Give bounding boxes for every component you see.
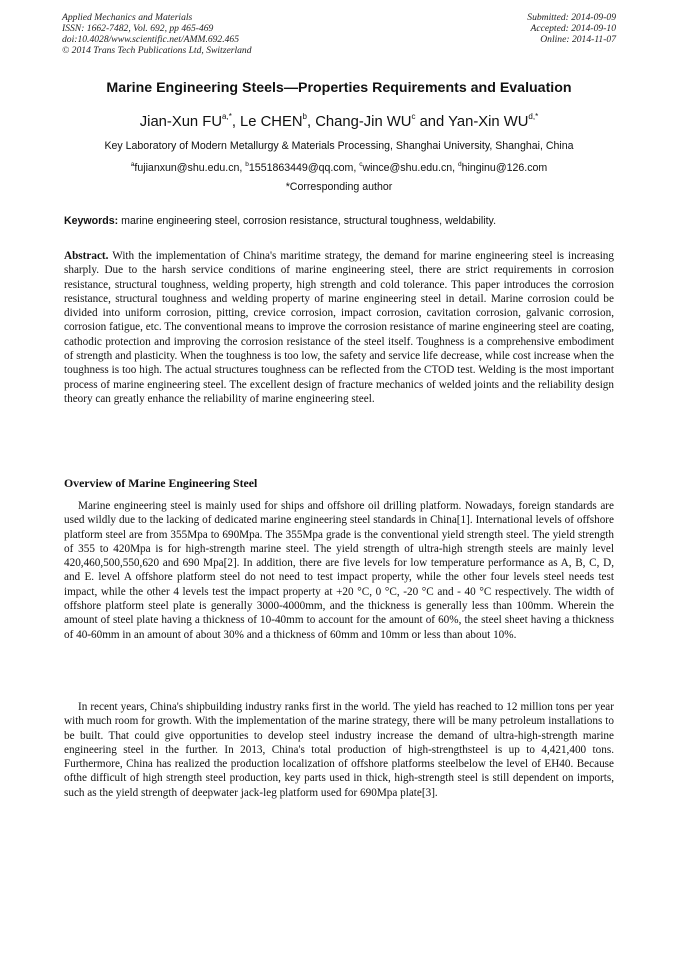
- copyright-line: © 2014 Trans Tech Publications Ltd, Switzerland: [62, 45, 252, 56]
- abstract: [64, 249, 614, 406]
- author: Chang-Jin $WU^c$ and: [315, 112, 449, 130]
- email[interactable]: $^b$1551863449@qq.com: [245, 161, 354, 174]
- body-paragraph-1: Marine engineering steel is mainly used for ships and offshore oil drilling platform. Nowadays, foreign standards are used wildly due to the lacking of dedicated marine engineering steel standards in China[1]. International levels of offshore platform steel are from 355Mpa to 690Mpa. The 355Mpa grade is the conventional yield strength steel. The yield strength of 355 to 420Mpa is for high-strength marine steel. The yield strength of ultra-high strength steels are mainly level 420,460,500,550,620 and 690 Mpa[2]. In addition, there are five levels for low temperature performance as A, B, C, D, and E. level A offshore platform steel do not need to test impact property, while the other four levels steel needs test impact, while the other 4 levels test the impact property at +20 °C, 0 °C, -20 °C and - 40 °C respectively. The width of offshore platform steel plate is generally 3000-4000mm, and the thickness is generally less than 100mm. Wherein the amount of steel plate having a thickness of 10-40mm to account for the amount of 60%, the steel sheet having a thickness of 40-60mm in an amount of about 30% and a thickness of 60mm and 10mm or less than about 10%.: [64, 500, 614, 641]
- issn-line: ISSN: 1662-7482, Vol. 692, pp 465-469: [62, 23, 214, 34]
- keywords: [64, 215, 616, 227]
- keywords-label: Keywords:: [64, 215, 119, 227]
- email[interactable]: $^d$hinginu@126.com: [458, 161, 548, 174]
- author: Yan-Xin $WU^{d,*}$: [448, 112, 539, 130]
- affiliation: Key Laboratory of Modern Metallurgy & Materials Processing, Shanghai University, Shanghai, China: [104, 140, 574, 152]
- abstract-text: With the implementation of China's maritime strategy, the demand for marine engineering steel is increasing sharply. Due to the harsh service conditions of marine engineering steel, there are strict requirements in corrosion resistance, structural toughness, welding property, high strength and cold tolerance. This paper introduces the corrosion resistance, structural toughness and welding property of marine engineering steel in detail. Marine corrosion could be divided into uniform corrosion, pitting, crevice corrosion, impact corrosion, cavitation corrosion, galvanic corrosion, corrosion fatigue, etc. The conventional means to improve the corrosion resistance of marine engineering steel are coating, cathodic protection and improving the corrosion resistance of the steel itself. Toughness is a comprehensive embodiment of strength and plasticity. When the toughness is too low, the safety and service life decrease, while cost increase when the toughness is too high. The actual structures toughness can be reflected from the CTOD test. Welding is the most important process of marine engineering steel. The excellent design of fracture mechanics of welded joints and the reliability design theory can greatly enhance the reliability of marine engineering steel.: [64, 250, 614, 405]
- publication-dates: [527, 12, 616, 45]
- submitted-date: Submitted: 2014-09-09: [527, 12, 616, 23]
- abstract-label: Abstract.: [64, 250, 109, 262]
- email[interactable]: $^a$fujianxun@shu.edu.cn: [130, 161, 240, 174]
- author-list: [40, 112, 638, 130]
- corresponding-author-note: *Corresponding author: [285, 181, 393, 193]
- journal-name: Applied Mechanics and Materials: [62, 12, 193, 23]
- keywords-text: marine engineering steel, corrosion resistance, structural toughness, weldability.: [118, 215, 497, 227]
- author: Jian-Xun $FU^{a,*}$,: [139, 112, 241, 130]
- publication-info: [62, 12, 252, 56]
- body-paragraph-2: In recent years, China's shipbuilding industry ranks first in the world. The yield has reached to 12 million tons per year with much room for growth. With the implementation of the marine strategy, there will be many petroleum installations to be built. That could give opportunities to develop steel industry increase the demand of ultra-high-strength marine engineering steel in the further. In 2013, China's total production of high-strengthsteel is up to 4,421,400 tons. Furthermore, China has realized the production localization of offshore platforms steelbelow the level of EH40. Because ofthe difficult of high strength steel production, key parts used in thick, high-strength steel is still dependent on imports, such as the yield strength of deepwater jack-leg platform used for 690Mpa plate[3].: [64, 701, 614, 799]
- paper-title: Marine Engineering Steels—Properties Requirements and Evaluation: [106, 80, 572, 96]
- section-heading: Overview of Marine Engineering Steel: [64, 476, 258, 490]
- email-list: $^a$fujianxun@shu.edu.cn, $^b$1551863449@qq.com, $^c$wince@shu.edu.cn, $^d$hinginu@126.com: [130, 161, 548, 174]
- online-date: Online: 2014-11-07: [540, 34, 616, 45]
- author: Le CHEN$^b$,: [240, 112, 316, 130]
- doi-line[interactable]: doi:10.4028/www.scientific.net/AMM.692.465: [62, 34, 240, 45]
- accepted-date: Accepted: 2014-09-10: [530, 23, 616, 34]
- email[interactable]: $^c$wince@shu.edu.cn: [359, 161, 453, 174]
